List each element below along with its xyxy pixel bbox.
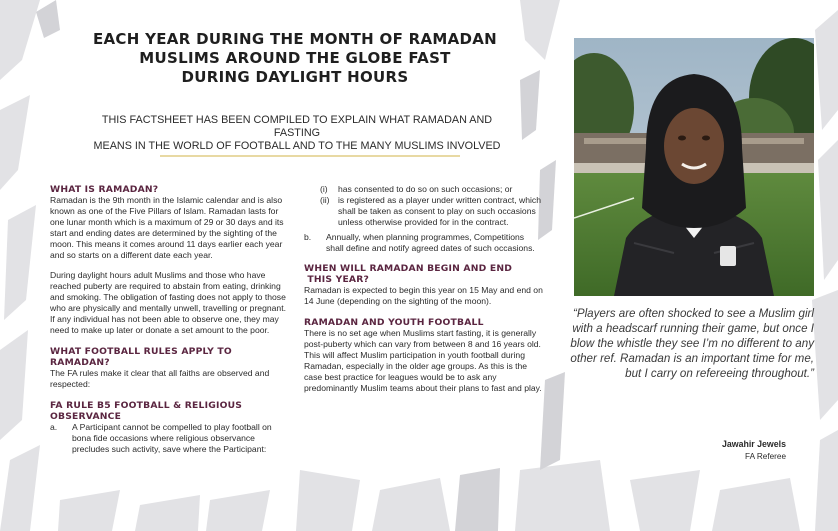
list-marker: b. [304,231,312,242]
intro-line: THIS FACTSHEET HAS BEEN COMPILED TO EXPLAIN WHAT RAMADAN AND FASTING [101,114,493,139]
title-line: DURING DAYLIGHT HOURS [181,68,409,86]
list-marker: (ii) [320,194,330,205]
list-text: is registered as a player under written contract, which shall be taken as consent to play on such occasions unless otherwise provided for in the contract. [338,194,542,227]
page-title [90,30,500,87]
list-text: Annually, when planning programmes, Competitions shall define and notify agreed dates of such occasions. [326,231,535,253]
left-column [50,184,292,454]
title-line: EACH YEAR DURING THE MONTH OF RAMADAN [92,30,498,48]
section-heading-what-is-ramadan: WHAT IS RAMADAN? [50,184,159,195]
sub-list-item [304,184,544,195]
heading-line: WHEN WILL RAMADAN BEGIN AND END [304,263,513,275]
quote-author-role: FA Referee [745,452,786,461]
section-heading-fa-rule: FA RULE B5 FOOTBALL & RELIGIOUS OBSERVANCE [50,399,243,422]
quote-author-name: Jawahir Jewels [721,439,786,449]
list-marker: (i) [320,184,328,194]
section-heading-when [304,263,544,285]
sub-list-item [304,195,544,228]
intro-text [92,114,502,153]
list-item [304,232,544,254]
list-item [50,422,292,455]
list-text: A Participant cannot be compelled to play football on bona fide occasions where religious observance precludes such activity, save where the Participant: [72,421,272,454]
referee-photo [574,38,814,296]
middle-column [304,184,544,394]
list-text: has consented to do so on such occasions; or [338,184,513,194]
paragraph: During daylight hours adult Muslims and those who have reached puberty are required to abstain from eating, drinking and smoking. The obligation of fasting does not apply to those who are physically and mentally unwell, travelling or pregnant. If any individual has not been able to observe one, they may need to make up later or donate a set amount to the poor. [50,270,286,335]
heading-line: THIS YEAR? [307,274,370,286]
paragraph: The FA rules make it clear that all faiths are observed and respected: [50,367,270,389]
paragraph: There is no set age when Muslims start fasting, it is generally post-puberty which can vary from between 8 and 16 years old. This will affect Muslim participation in youth football during Ramadan, especially in the older age groups. As this is the case best practice for leagues would be to ask any predominantly Muslim teams about their plans to fast and play. [304,328,542,393]
title-line: MUSLIMS AROUND THE GLOBE FAST [139,49,451,67]
pull-quote: “Players are often shocked to see a Muslim girl with a headscarf running their game, but once I blow the whistle they see I’m no different to any other ref. Ramadan is an important time for me, but I carry on refereeing throughout.” [570,307,814,380]
divider-rule [160,155,460,157]
list-marker: a. [50,421,58,432]
paragraph: Ramadan is expected to begin this year on 15 May and end on 14 June (depending on the sighting of the moon). [304,285,543,307]
section-heading-youth: RAMADAN AND YOUTH FOOTBALL [304,317,484,329]
section-heading-football-rules: WHAT FOOTBALL RULES APPLY TO RAMADAN? [50,345,232,368]
paragraph: Ramadan is the 9th month in the Islamic calendar and is also known as one of the Five Pillars of Islam. Ramadan lasts for one lunar month which is a maximum of 29 or 30 days and its start and ending dates are determined by the sighting of the moon. This means it comes around 11 days earlier each year and so starts on a different date each year. [50,195,284,260]
intro-line: MEANS IN THE WORLD OF FOOTBALL AND TO THE MANY MUSLIMS INVOLVED [93,140,501,152]
